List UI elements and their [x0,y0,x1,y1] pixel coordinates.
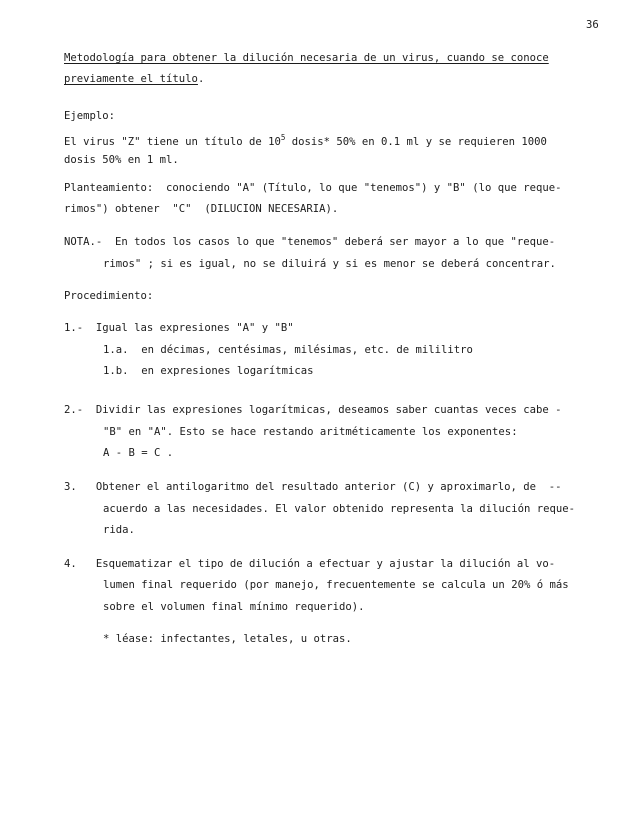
example-line-1 [64,131,547,149]
step-2-line-1: 2.- Dividir las expresiones logarítmicas, deseamos saber cuantas veces cabe - [64,404,562,416]
example-line-2: dosis 50% en 1 ml. [64,154,179,166]
step-1a: 1.a. en décimas, centésimas, milésimas, etc. de mililitro [103,344,473,356]
step-4-line-3: sobre el volumen final mínimo requerido). [103,601,365,613]
note-line-1: NOTA.- En todos los casos lo que "tenemos" deberá ser mayor a lo que "reque- [64,236,556,248]
page-number: 36 [586,19,599,31]
step-1b: 1.b. en expresiones logarítmicas [103,365,314,377]
step-4-line-1: 4. Esquematizar el tipo de dilución a efectuar y ajustar la dilución al vo- [64,558,556,570]
plan-line-2: rimos") obtener "C" (DILUCION NECESARIA). [64,203,339,215]
step-4-line-2: lumen final requerido (por manejo, frecuentemente se calcula un 20% ó más [103,579,569,591]
heading-line-2-text: previamente el título [64,73,198,85]
example-exponent: 5 [280,133,286,142]
example-text-b: dosis* 50% en 0.1 ml y se requieren 1000 [285,136,547,148]
example-text-a: El virus "Z" tiene un título de 10 [64,136,281,148]
step-3-line-2: acuerdo a las necesidades. El valor obtenido representa la dilución reque- [103,503,575,515]
note-line-2: rimos" ; si es igual, no se diluirá y si es menor se deberá concentrar. [103,258,556,270]
step-3-line-1: 3. Obtener el antilogaritmo del resultado anterior (C) y aproximarlo, de -- [64,481,562,493]
plan-line-1: Planteamiento: conociendo "A" (Título, lo que "tenemos") y "B" (lo que reque- [64,182,562,194]
step-2-line-3: A - B = C . [103,447,174,459]
step-1: 1.- Igual las expresiones "A" y "B" [64,322,294,334]
heading-line-2 [64,72,204,86]
heading-period: . [197,73,205,85]
step-2-line-2: "B" en "A". Esto se hace restando aritméticamente los exponentes: [103,426,518,438]
example-label: Ejemplo: [64,110,116,122]
footnote: * léase: infectantes, letales, u otras. [103,633,352,645]
step-3-line-3: rida. [103,524,135,536]
heading-line-1: Metodología para obtener la dilución necesaria de un virus, cuando se conoce [64,52,549,64]
procedure-label: Procedimiento: [64,290,154,302]
